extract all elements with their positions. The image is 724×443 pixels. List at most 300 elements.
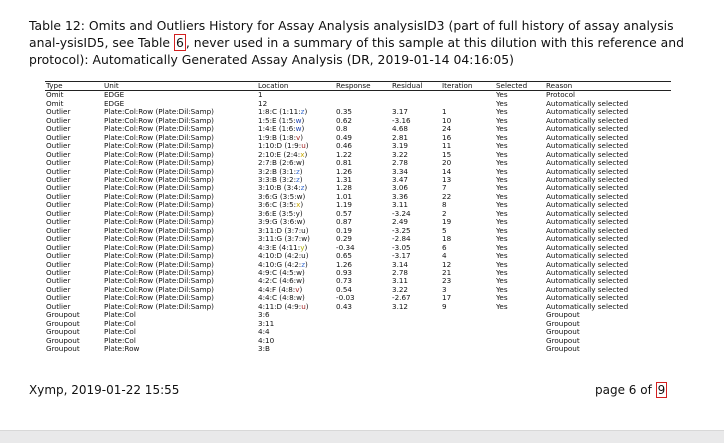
table-row bbox=[45, 320, 671, 328]
cell-unit: Plate:Row bbox=[104, 345, 140, 354]
cell-location bbox=[257, 184, 335, 192]
location-text: 3:11 bbox=[258, 319, 275, 328]
cell-type: Outlier bbox=[46, 252, 71, 261]
cell-location bbox=[257, 108, 335, 116]
location-close-paren: ) bbox=[304, 150, 308, 159]
cell-location bbox=[257, 328, 335, 336]
cell-selected: Yes bbox=[496, 209, 508, 218]
location-text: 4:10:G (4:2: bbox=[258, 260, 302, 269]
cell-location bbox=[257, 218, 335, 226]
cell-reason: Automatically selected bbox=[546, 268, 629, 277]
cell-unit: Plate:Col:Row (Plate:Dil:Samp) bbox=[104, 184, 214, 193]
cell-residual: -3.24 bbox=[392, 209, 411, 218]
cell-selected: Yes bbox=[496, 133, 508, 142]
cell-location bbox=[257, 168, 335, 176]
cell-response: 0.29 bbox=[336, 235, 353, 244]
cell-residual: 3.47 bbox=[392, 175, 409, 184]
cell-type: Groupout bbox=[46, 319, 80, 328]
location-text: 1:9:B (1:8: bbox=[258, 133, 296, 142]
col-header-iteration: Iteration bbox=[441, 82, 495, 91]
cell-response: 0.19 bbox=[336, 226, 353, 235]
cell-iteration: 9 bbox=[442, 302, 447, 311]
cell-unit: Plate:Col:Row (Plate:Dil:Samp) bbox=[104, 243, 214, 252]
location-text: 3:6:G (3:5:w) bbox=[258, 192, 306, 201]
location-text: 3:3:B (3:2: bbox=[258, 175, 296, 184]
cell-iteration bbox=[441, 328, 495, 336]
caption-text-2: , never used in a summary of this sample at this dilution with this reference and protocol): Automatically Generated Assay Analysis (DR, 2019-01-14 04:16:05) bbox=[29, 35, 684, 67]
cell-response: -0.03 bbox=[336, 294, 355, 303]
cell-unit: Plate:Col:Row (Plate:Dil:Samp) bbox=[104, 159, 214, 168]
cell-iteration: 3 bbox=[442, 285, 447, 294]
table-row bbox=[45, 125, 671, 133]
cell-type: Outlier bbox=[46, 150, 71, 159]
cell-type: Outlier bbox=[46, 125, 71, 134]
cell-residual: -2.67 bbox=[392, 294, 411, 303]
location-text: 4:2:C (4:6:w) bbox=[258, 277, 305, 286]
cell-iteration bbox=[441, 100, 495, 108]
table-row bbox=[45, 168, 671, 176]
cell-selected bbox=[495, 337, 545, 345]
location-text: 4:4:F (4:8: bbox=[258, 285, 296, 294]
viewer-bottom-bar bbox=[0, 430, 724, 443]
history-table bbox=[45, 81, 671, 354]
cell-reason: Groupout bbox=[546, 311, 580, 320]
cell-residual bbox=[391, 345, 441, 353]
cell-type: Outlier bbox=[46, 175, 71, 184]
table-row bbox=[45, 159, 671, 167]
cell-residual bbox=[391, 320, 441, 328]
location-sample-letter: w bbox=[295, 116, 302, 125]
cell-location bbox=[257, 277, 335, 285]
cell-residual: 3.22 bbox=[392, 285, 409, 294]
cell-response bbox=[335, 328, 391, 336]
location-sample-letter: v bbox=[295, 285, 300, 294]
table-row bbox=[45, 235, 671, 243]
cell-reason: Automatically selected bbox=[546, 294, 629, 303]
cell-location bbox=[257, 100, 335, 108]
cell-reason: Automatically selected bbox=[546, 133, 629, 142]
location-text: 4:11:D (4:9: bbox=[258, 302, 302, 311]
cell-residual: 2.78 bbox=[392, 268, 409, 277]
page-label: page 6 of bbox=[595, 383, 656, 397]
cell-unit: EDGE bbox=[104, 90, 125, 100]
location-text: 1:8:C (1:11: bbox=[258, 108, 301, 117]
table-row bbox=[45, 328, 671, 336]
cell-type: Outlier bbox=[46, 167, 71, 176]
cell-residual bbox=[391, 311, 441, 319]
cell-unit: EDGE bbox=[104, 99, 125, 108]
cell-location bbox=[257, 311, 335, 319]
cell-response: 1.31 bbox=[336, 175, 353, 184]
cell-reason: Automatically selected bbox=[546, 175, 629, 184]
cell-residual bbox=[391, 100, 441, 108]
cell-residual: 3.11 bbox=[392, 201, 409, 210]
cell-response bbox=[335, 337, 391, 345]
cell-residual: -3.25 bbox=[392, 226, 411, 235]
cell-residual: -2.84 bbox=[392, 235, 411, 244]
cell-response: 0.93 bbox=[336, 268, 353, 277]
location-text: 3:6:E (3:5:y) bbox=[258, 209, 303, 218]
location-sample-letter: z bbox=[300, 108, 305, 117]
location-text: 3:9:G (3:6:w) bbox=[258, 218, 306, 227]
cell-iteration: 5 bbox=[442, 226, 447, 235]
table-row bbox=[45, 100, 671, 108]
cell-type: Outlier bbox=[46, 201, 71, 210]
cell-response: 1.01 bbox=[336, 192, 353, 201]
location-text: 12 bbox=[258, 99, 268, 108]
col-header-location: Location bbox=[257, 82, 335, 91]
cell-residual: 2.49 bbox=[392, 218, 409, 227]
location-close-paren: ) bbox=[305, 302, 309, 311]
table-row bbox=[45, 252, 671, 260]
cell-type: Outlier bbox=[46, 133, 71, 142]
cell-response bbox=[335, 311, 391, 319]
location-close-paren: ) bbox=[304, 184, 308, 193]
cell-residual: 3.34 bbox=[392, 167, 409, 176]
cell-response: 1.26 bbox=[336, 167, 353, 176]
cell-unit: Plate:Col:Row (Plate:Dil:Samp) bbox=[104, 108, 214, 117]
last-page-link[interactable]: 9 bbox=[657, 383, 666, 397]
cell-type: Outlier bbox=[46, 209, 71, 218]
col-header-reason: Reason bbox=[545, 82, 671, 91]
cell-location bbox=[257, 201, 335, 209]
location-text: 1:10:D (1:9: bbox=[258, 142, 302, 151]
cell-type: Outlier bbox=[46, 142, 71, 151]
cell-reason: Automatically selected bbox=[546, 302, 629, 311]
table-row bbox=[45, 218, 671, 226]
cell-type: Outlier bbox=[46, 260, 71, 269]
cell-reason: Groupout bbox=[546, 328, 580, 337]
table-row bbox=[45, 345, 671, 353]
table-row bbox=[45, 193, 671, 201]
cell-type: Outlier bbox=[46, 218, 71, 227]
cell-residual bbox=[391, 328, 441, 336]
cell-iteration: 11 bbox=[442, 142, 452, 151]
cell-unit: Plate:Col:Row (Plate:Dil:Samp) bbox=[104, 252, 214, 261]
cell-unit: Plate:Col:Row (Plate:Dil:Samp) bbox=[104, 285, 214, 294]
cell-unit: Plate:Col:Row (Plate:Dil:Samp) bbox=[104, 201, 214, 210]
cell-iteration: 8 bbox=[442, 201, 447, 210]
table-caption bbox=[29, 17, 697, 68]
cell-selected: Yes bbox=[496, 294, 508, 303]
cell-location bbox=[257, 193, 335, 201]
cell-unit: Plate:Col bbox=[104, 319, 136, 328]
cell-response: 0.35 bbox=[336, 108, 353, 117]
cell-type: Outlier bbox=[46, 285, 71, 294]
cell-selected: Yes bbox=[496, 116, 508, 125]
cell-residual bbox=[391, 337, 441, 345]
location-sample-letter: z bbox=[300, 184, 305, 193]
cell-iteration: 19 bbox=[442, 218, 452, 227]
caption-text-1: Table 12: Omits and Outliers History for Assay Analysis analysisID3 (part of full history of assay analysis anal-ysisID5, see Table bbox=[29, 18, 674, 50]
cell-response: 1.19 bbox=[336, 201, 353, 210]
cell-selected: Yes bbox=[496, 252, 508, 261]
location-close-paren: ) bbox=[305, 142, 309, 151]
cell-iteration: 10 bbox=[442, 116, 452, 125]
table-row bbox=[45, 227, 671, 235]
cell-response: 0.49 bbox=[336, 133, 353, 142]
cell-residual: 3.12 bbox=[392, 302, 409, 311]
location-sample-letter: z bbox=[301, 260, 305, 269]
location-text: 4:10:D (4:2:u) bbox=[258, 252, 309, 261]
location-text: 2:10:E (2:4: bbox=[258, 150, 301, 159]
cell-unit: Plate:Col bbox=[104, 328, 136, 337]
cell-type: Outlier bbox=[46, 116, 71, 125]
table-row bbox=[45, 210, 671, 218]
location-text: 2:7:B (2:6:w) bbox=[258, 159, 305, 168]
col-header-unit: Unit bbox=[103, 82, 257, 91]
cell-response bbox=[335, 345, 391, 353]
cell-iteration: 17 bbox=[442, 294, 452, 303]
cell-iteration: 1 bbox=[442, 108, 447, 117]
cell-unit: Plate:Col:Row (Plate:Dil:Samp) bbox=[104, 167, 214, 176]
cell-type: Outlier bbox=[46, 235, 71, 244]
cell-selected bbox=[495, 311, 545, 319]
table-row bbox=[45, 303, 671, 311]
cell-reason: Automatically selected bbox=[546, 252, 629, 261]
cell-unit: Plate:Col:Row (Plate:Dil:Samp) bbox=[104, 125, 214, 134]
cell-iteration: 16 bbox=[442, 133, 452, 142]
location-sample-letter: v bbox=[296, 133, 301, 142]
cell-location bbox=[257, 244, 335, 252]
cell-response: -0.34 bbox=[336, 243, 355, 252]
cell-selected: Yes bbox=[496, 125, 508, 134]
cell-residual: 2.78 bbox=[392, 159, 409, 168]
cell-reason: Automatically selected bbox=[546, 108, 629, 117]
cell-reason: Automatically selected bbox=[546, 142, 629, 151]
cell-residual: 3.14 bbox=[392, 260, 409, 269]
cell-location bbox=[257, 303, 335, 311]
cell-selected: Yes bbox=[496, 277, 508, 286]
location-sample-letter: y bbox=[300, 243, 305, 252]
cell-selected bbox=[495, 345, 545, 353]
cell-type: Outlier bbox=[46, 108, 71, 117]
cell-reason: Automatically selected bbox=[546, 167, 629, 176]
cell-residual bbox=[391, 91, 441, 100]
location-close-paren: ) bbox=[305, 260, 308, 269]
location-text: 4:3:E (4:11: bbox=[258, 243, 301, 252]
cell-iteration bbox=[441, 91, 495, 100]
cell-iteration bbox=[441, 320, 495, 328]
location-text: 4:4:C (4:8:w) bbox=[258, 294, 305, 303]
table-row bbox=[45, 269, 671, 277]
cell-iteration bbox=[441, 337, 495, 345]
table-row bbox=[45, 91, 671, 100]
cell-type: Outlier bbox=[46, 268, 71, 277]
cell-reason: Automatically selected bbox=[546, 192, 629, 201]
cell-response bbox=[335, 100, 391, 108]
cell-response: 0.54 bbox=[336, 285, 353, 294]
table-row bbox=[45, 286, 671, 294]
cell-selected: Yes bbox=[496, 268, 508, 277]
cell-iteration: 14 bbox=[442, 167, 452, 176]
cell-residual: -3.05 bbox=[392, 243, 411, 252]
cell-selected: Yes bbox=[496, 99, 508, 108]
location-text: 4:9:C (4:5:w) bbox=[258, 268, 305, 277]
cell-selected: Yes bbox=[496, 150, 508, 159]
table-row bbox=[45, 201, 671, 209]
cell-location bbox=[257, 345, 335, 353]
cell-reason: Automatically selected bbox=[546, 116, 629, 125]
cell-type: Outlier bbox=[46, 302, 71, 311]
location-text: 3:6 bbox=[258, 311, 270, 320]
cell-iteration: 21 bbox=[442, 268, 452, 277]
cell-iteration: 18 bbox=[442, 235, 452, 244]
cell-residual: 3.22 bbox=[392, 150, 409, 159]
cell-response: 1.28 bbox=[336, 184, 353, 193]
cell-response: 1.22 bbox=[336, 150, 353, 159]
table-row bbox=[45, 294, 671, 302]
cell-type: Groupout bbox=[46, 328, 80, 337]
cell-selected: Yes bbox=[496, 218, 508, 227]
cell-location bbox=[257, 134, 335, 142]
cell-selected: Yes bbox=[496, 201, 508, 210]
cell-iteration: 15 bbox=[442, 150, 452, 159]
table-body bbox=[45, 91, 671, 354]
cell-unit: Plate:Col:Row (Plate:Dil:Samp) bbox=[104, 226, 214, 235]
cell-selected: Yes bbox=[496, 192, 508, 201]
cell-iteration: 7 bbox=[442, 184, 447, 193]
col-header-response: Response bbox=[335, 82, 391, 91]
cell-type: Omit bbox=[46, 99, 64, 108]
cell-reason: Automatically selected bbox=[546, 235, 629, 244]
cell-iteration: 23 bbox=[442, 277, 452, 286]
table-row bbox=[45, 337, 671, 345]
cell-unit: Plate:Col:Row (Plate:Dil:Samp) bbox=[104, 260, 214, 269]
cell-location bbox=[257, 269, 335, 277]
cell-location bbox=[257, 151, 335, 159]
cell-response bbox=[335, 91, 391, 100]
cell-location bbox=[257, 142, 335, 150]
table-row bbox=[45, 184, 671, 192]
cell-residual: -3.17 bbox=[392, 252, 411, 261]
table-row bbox=[45, 117, 671, 125]
location-text: 3:10:B (3:4: bbox=[258, 184, 301, 193]
cell-response: 0.65 bbox=[336, 252, 353, 261]
table-row bbox=[45, 261, 671, 269]
cell-location bbox=[257, 91, 335, 100]
cell-reason: Protocol bbox=[546, 90, 575, 100]
table-row bbox=[45, 311, 671, 319]
location-close-paren: ) bbox=[299, 175, 303, 184]
cell-unit: Plate:Col:Row (Plate:Dil:Samp) bbox=[104, 116, 214, 125]
cell-unit: Plate:Col:Row (Plate:Dil:Samp) bbox=[104, 150, 214, 159]
cell-iteration bbox=[441, 345, 495, 353]
location-sample-letter: u bbox=[301, 302, 306, 311]
cell-location bbox=[257, 261, 335, 269]
col-header-residual: Residual bbox=[391, 82, 441, 91]
table-row bbox=[45, 277, 671, 285]
cell-selected: Yes bbox=[496, 226, 508, 235]
cell-location bbox=[257, 117, 335, 125]
table-row bbox=[45, 244, 671, 252]
location-sample-letter: x bbox=[296, 201, 301, 210]
cell-response: 0.62 bbox=[336, 116, 353, 125]
cell-response: 0.81 bbox=[336, 159, 353, 168]
location-text: 3:11:G (3:7:w) bbox=[258, 235, 310, 244]
cell-iteration: 2 bbox=[442, 209, 447, 218]
cell-unit: Plate:Col:Row (Plate:Dil:Samp) bbox=[104, 277, 214, 286]
cell-unit: Plate:Col:Row (Plate:Dil:Samp) bbox=[104, 294, 214, 303]
cell-residual: 4.68 bbox=[392, 125, 409, 134]
cell-location bbox=[257, 227, 335, 235]
location-close-paren: ) bbox=[304, 243, 308, 252]
cell-reason: Automatically selected bbox=[546, 277, 629, 286]
cell-response: 0.43 bbox=[336, 302, 353, 311]
cell-response: 0.57 bbox=[336, 209, 353, 218]
location-sample-letter: z bbox=[296, 167, 300, 176]
cell-residual: 3.17 bbox=[392, 108, 409, 117]
cell-selected: Yes bbox=[496, 108, 508, 117]
table-header-row bbox=[45, 82, 671, 91]
cell-response: 0.8 bbox=[336, 125, 348, 134]
cell-location bbox=[257, 294, 335, 302]
cell-reason: Automatically selected bbox=[546, 201, 629, 210]
location-sample-letter: x bbox=[300, 150, 305, 159]
cell-location bbox=[257, 286, 335, 294]
cell-location bbox=[257, 125, 335, 133]
location-sample-letter: z bbox=[296, 175, 300, 184]
cell-unit: Plate:Col:Row (Plate:Dil:Samp) bbox=[104, 133, 214, 142]
footer-page-number bbox=[595, 383, 667, 397]
location-text: 3:B bbox=[258, 345, 270, 354]
cell-location bbox=[257, 337, 335, 345]
cell-selected: Yes bbox=[496, 235, 508, 244]
location-close-paren: ) bbox=[304, 108, 308, 117]
location-text: 4:10 bbox=[258, 336, 275, 345]
cell-reason: Automatically selected bbox=[546, 218, 629, 227]
cell-reason: Groupout bbox=[546, 336, 580, 345]
cell-type: Groupout bbox=[46, 311, 80, 320]
cell-location bbox=[257, 159, 335, 167]
cell-unit: Plate:Col:Row (Plate:Dil:Samp) bbox=[104, 175, 214, 184]
cell-reason: Automatically selected bbox=[546, 150, 629, 159]
cell-selected: Yes bbox=[496, 90, 508, 100]
cell-type: Outlier bbox=[46, 226, 71, 235]
location-text: 3:11:D (3:7:u) bbox=[258, 226, 309, 235]
table-row bbox=[45, 142, 671, 150]
cell-type: Groupout bbox=[46, 336, 80, 345]
cell-type: Outlier bbox=[46, 294, 71, 303]
table-row bbox=[45, 151, 671, 159]
cell-response: 0.87 bbox=[336, 218, 353, 227]
footer-author-date: Xymp, 2019-01-22 15:55 bbox=[29, 383, 180, 397]
history-table-container bbox=[45, 81, 671, 354]
cell-response: 1.26 bbox=[336, 260, 353, 269]
location-text: 1 bbox=[258, 90, 263, 100]
table-reference-link[interactable]: 6 bbox=[176, 35, 184, 50]
cell-iteration: 24 bbox=[442, 125, 452, 134]
cell-response: 0.73 bbox=[336, 277, 353, 286]
cell-residual: 3.19 bbox=[392, 142, 409, 151]
cell-reason: Automatically selected bbox=[546, 159, 629, 168]
cell-reason: Automatically selected bbox=[546, 209, 629, 218]
cell-reason: Automatically selected bbox=[546, 260, 629, 269]
cell-iteration: 12 bbox=[442, 260, 452, 269]
cell-selected: Yes bbox=[496, 285, 508, 294]
cell-unit: Plate:Col:Row (Plate:Dil:Samp) bbox=[104, 209, 214, 218]
cell-unit: Plate:Col:Row (Plate:Dil:Samp) bbox=[104, 192, 214, 201]
location-text: 3:6:C (3:5: bbox=[258, 201, 297, 210]
cell-residual: 2.81 bbox=[392, 133, 409, 142]
location-close-paren: ) bbox=[299, 167, 303, 176]
col-header-type: Type bbox=[45, 82, 103, 91]
cell-selected: Yes bbox=[496, 159, 508, 168]
cell-selected bbox=[495, 320, 545, 328]
location-close-paren: ) bbox=[301, 125, 305, 134]
cell-unit: Plate:Col:Row (Plate:Dil:Samp) bbox=[104, 302, 214, 311]
cell-type: Outlier bbox=[46, 243, 71, 252]
